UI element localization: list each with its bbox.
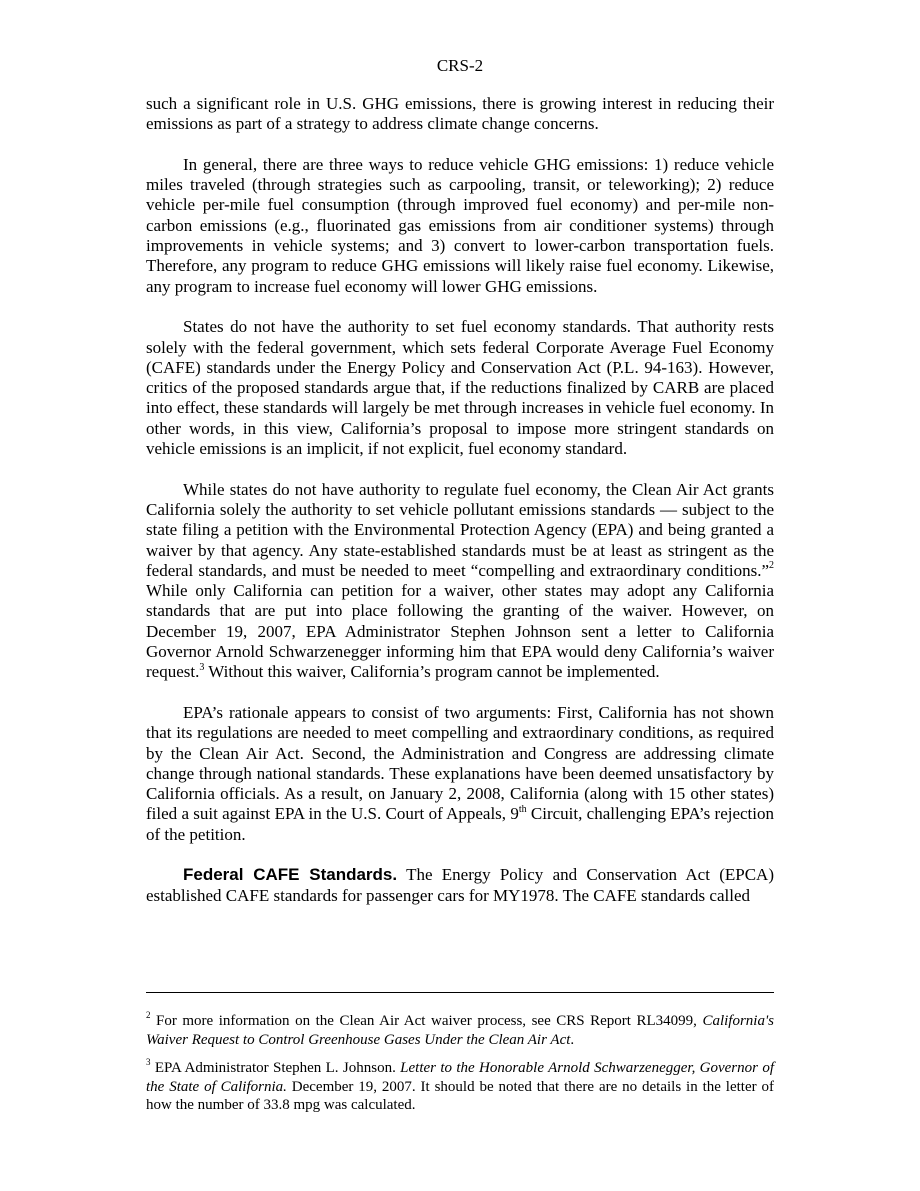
footnote-text: For more information on the Clean Air Act waiver process, see CRS Report RL34099, bbox=[150, 1013, 703, 1029]
paragraph-continuation bbox=[146, 94, 774, 135]
footnote-ref-2[interactable]: 2 bbox=[769, 560, 774, 572]
paragraph-epa-rationale bbox=[146, 703, 774, 845]
section-heading-federal-cafe: Federal CAFE Standards. bbox=[183, 865, 398, 885]
footnote-text: EPA Administrator Stephen L. Johnson. bbox=[150, 1060, 401, 1076]
paragraph-text: States do not have the authority to set fuel economy standards. That authority rests solely with the federal government, which sets federal Corporate Average Fuel Economy (CAFE) standards under the Energy Policy and Conservation Act (P.L. 94-163). However, critics of the proposed standards argue that, if the reductions finalized by CARB are placed into effect, these standards will largely be met through increases in vehicle fuel economy. In other words, in this view, California’s proposal to impose more stringent standards on vehicle emissions is an implicit, if not explicit, fuel economy standard. bbox=[146, 317, 774, 459]
paragraph-text: While states do not have authority to regulate fuel economy, the Clean Air Act grants California solely the authority to set vehicle pollutant emissions standards — subject to the state filing a petition with the Environmental Protection Agency (EPA) and being granted a waiver by that agency. Any state-established standards must be at least as stringent as the federal standards, and must be needed to meet “compelling and extraordinary conditions.” bbox=[146, 479, 774, 580]
footnote-ref-3[interactable]: 3 bbox=[199, 661, 205, 673]
footnote-title: California's Waiver Request to Control Greenhouse Gases Under the Clean Air Act bbox=[146, 1013, 774, 1048]
footnote-2 bbox=[146, 1012, 774, 1049]
footnote-number: 2 bbox=[146, 1010, 151, 1020]
page-header bbox=[146, 56, 774, 76]
paragraph-text: While only California can petition for a waiver, other states may adopt any California standards that are put into place following the granting of the waiver. However, on December 19, 2007, EPA Administrator Stephen Johnson sent a letter to California Governor Arnold Schwarzenegger informing him that EPA would deny California’s waiver request. bbox=[146, 581, 774, 682]
body-text bbox=[146, 94, 774, 926]
footnote-separator bbox=[146, 992, 774, 993]
ordinal-superscript: th bbox=[518, 803, 527, 815]
paragraph-clean-air-act-waiver bbox=[146, 480, 774, 683]
paragraph-text: EPA’s rationale appears to consist of two arguments: First, California has not shown that its regulations are needed to meet compelling and extraordinary conditions, as required by the Clean Air Act. Second, the Administration and Congress are addressing climate change through national standards. These explanations have been deemed unsatisfactory by California officials. As a result, on January 2, 2008, California (along with 15 other states) filed a suit against EPA in the U.S. Court of Appeals, 9 bbox=[146, 702, 774, 824]
footnote-number: 3 bbox=[146, 1057, 151, 1067]
paragraph-text: Circuit, challenging EPA’s rejection of the petition. bbox=[146, 804, 775, 844]
footnote-text: December 19, 2007. It should be noted that there are no details in the letter of how the number of 33.8 mpg was calculated. bbox=[146, 1078, 774, 1113]
page-number-label: CRS-2 bbox=[436, 56, 484, 75]
footnote-title: Letter to the Honorable Arnold Schwarzenegger, Governor of the State of California. bbox=[146, 1060, 774, 1095]
paragraph-ghg-reduction-ways bbox=[146, 155, 774, 297]
paragraph-state-authority bbox=[146, 317, 774, 459]
paragraph-text: The Energy Policy and Conservation Act (EPCA) established CAFE standards for passenger cars for MY1978. The CAFE standards called bbox=[146, 865, 774, 905]
footnotes bbox=[146, 1012, 774, 1125]
footnote-3 bbox=[146, 1059, 774, 1115]
footnote-text: . bbox=[570, 1031, 575, 1048]
paragraph-text: Without this waiver, California’s program cannot be implemented. bbox=[204, 662, 660, 682]
paragraph-text: In general, there are three ways to reduce vehicle GHG emissions: 1) reduce vehicle miles traveled (through strategies such as carpooling, transit, or teleworking); 2) reduce vehicle per-mile fuel consumption (through improved fuel economy) and per-mile non-carbon emissions (e.g., fluorinated gas emissions from air conditioner systems) through improvements in vehicle systems; and 3) convert to lower-carbon transportation fuels. Therefore, any program to reduce GHG emissions will likely raise fuel economy. Likewise, any program to increase fuel economy will lower GHG emissions. bbox=[146, 154, 774, 296]
paragraph-federal-cafe bbox=[146, 865, 774, 906]
paragraph-text: such a significant role in U.S. GHG emissions, there is growing interest in reducing their emissions as part of a strategy to address climate change concerns. bbox=[146, 94, 774, 134]
